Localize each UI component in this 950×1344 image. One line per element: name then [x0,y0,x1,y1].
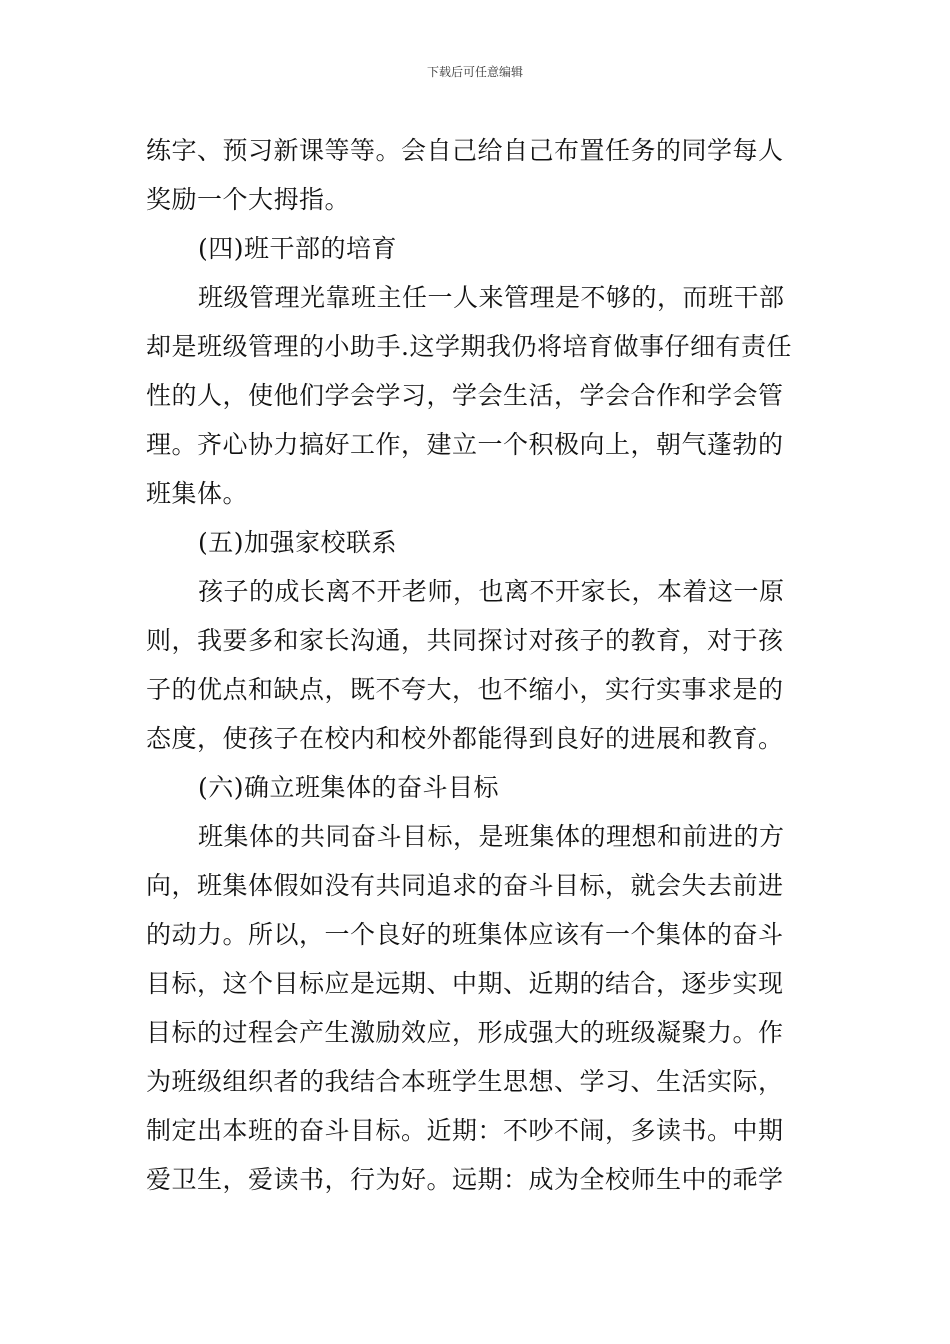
text-line: 子的优点和缺点，既不夸大，也不缩小，实行实事求是的 [146,675,784,704]
section-heading: (六)确立班集体的奋斗目标 [198,773,500,802]
text-line: 目标，这个目标应是远期、中期、近期的结合，逐步实现 [146,969,784,998]
text-line: 向，班集体假如没有共同追求的奋斗目标，就会失去前进 [146,871,784,900]
text-line: 爱卫生，爱读书，行为好。远期：成为全校师生中的乖学 [146,1165,784,1194]
text-line: 班级管理光靠班主任一人来管理是不够的，而班干部 [198,283,785,312]
document-body [146,126,810,1204]
text-line: 奖励一个大拇指。 [146,185,351,214]
text-line: 则，我要多和家长沟通，共同探讨对孩子的教育，对于孩 [146,626,784,655]
section-heading: (四)班干部的培育 [198,234,398,263]
text-line: 性的人，使他们学会学习，学会生活，学会合作和学会管 [146,381,784,410]
text-line: 理。齐心协力搞好工作，建立一个积极向上，朝气蓬勃的 [146,430,784,459]
text-line: 班集体。 [146,479,249,508]
text-line: 孩子的成长离不开老师，也离不开家长，本着这一原 [198,577,785,606]
page-header: 下载后可任意编辑 [426,65,523,79]
text-line: 练字、预习新课等等。会自己给自己布置任务的同学每人 [146,136,784,165]
text-line: 目标的过程会产生激励效应，形成强大的班级凝聚力。作 [146,1018,784,1047]
text-line: 的动力。所以，一个良好的班集体应该有一个集体的奋斗 [146,920,784,949]
text-line: 为班级组织者的我结合本班学生思想、学习、生活实际， [146,1067,784,1096]
text-line: 班集体的共同奋斗目标，是班集体的理想和前进的方 [198,822,785,851]
text-line: 却是班级管理的小助手.这学期我仍将培育做事仔细有责任 [146,332,792,361]
section-heading: (五)加强家校联系 [198,528,398,557]
text-line: 态度，使孩子在校内和校外都能得到良好的进展和教育。 [146,724,784,753]
text-line: 制定出本班的奋斗目标。近期：不吵不闹，多读书。中期 [146,1116,784,1145]
